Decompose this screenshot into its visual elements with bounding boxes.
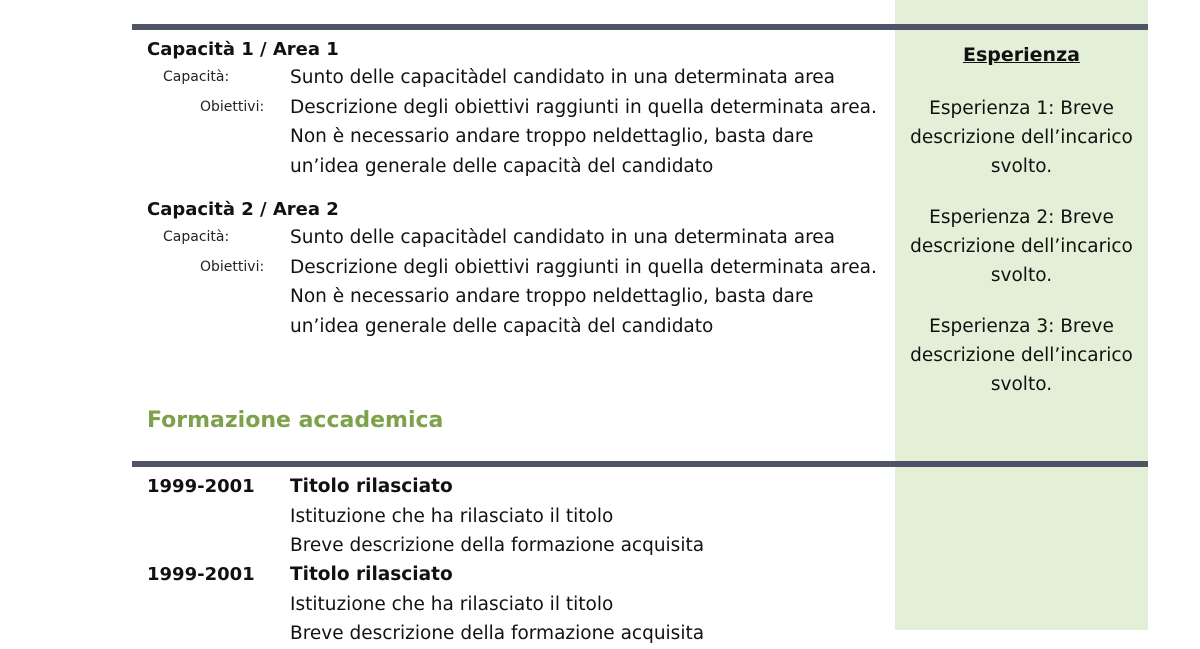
sidebar-heading: Esperienza: [963, 44, 1080, 66]
education-entry-1: [147, 472, 887, 561]
education-entry-2: [147, 560, 887, 649]
skill-obiettivi-row: [147, 253, 887, 342]
skill-capacita-row: [147, 63, 887, 93]
education-description: Breve descrizione della formazione acquisita: [290, 535, 705, 556]
divider-top: [132, 24, 1148, 30]
education-title: Titolo rilasciato: [290, 476, 453, 497]
obiettivi-text: Descrizione degli obiettivi raggiunti in quella determinata area. Non è necessario andare troppo neldettaglio, basta dare un’idea generale delle capacità del candidato: [290, 96, 877, 177]
skill-block-1: [147, 37, 887, 181]
education-title: Titolo rilasciato: [290, 564, 453, 585]
capacita-label: Capacità:: [163, 229, 230, 245]
capacita-label: Capacità:: [163, 69, 230, 85]
skill-title: Capacità 2 / Area 2: [147, 199, 339, 220]
capacita-text: Sunto delle capacitàdel candidato in una determinata area: [290, 67, 836, 88]
education-years: 1999-2001: [147, 476, 255, 497]
obiettivi-label: Obiettivi:: [200, 258, 265, 275]
sidebar-experience-item: Esperienza 2: Breve descrizione dell’incarico svolto.: [910, 207, 1133, 286]
capacita-text: Sunto delle capacitàdel candidato in una determinata area: [290, 227, 836, 248]
education-institution: Istituzione che ha rilasciato il titolo: [290, 593, 614, 615]
education-institution: Istituzione che ha rilasciato il titolo: [290, 505, 614, 527]
skill-capacita-row: [147, 223, 887, 253]
obiettivi-label: Obiettivi:: [200, 98, 265, 115]
obiettivi-text: Descrizione degli obiettivi raggiunti in quella determinata area. Non è necessario andare troppo neldettaglio, basta dare un’idea generale delle capacità del candidato: [290, 256, 877, 337]
divider-formazione: [132, 461, 1148, 467]
skill-obiettivi-row: [147, 93, 887, 182]
sidebar-experience-item: Esperienza 1: Breve descrizione dell’incarico svolto.: [910, 98, 1133, 177]
sidebar-experience-item: Esperienza 3: Breve descrizione dell’incarico svolto.: [910, 316, 1133, 395]
section-title-cut: [147, 0, 155, 11]
skill-block-2: [147, 197, 887, 341]
education-description: Breve descrizione della formazione acquisita: [290, 623, 705, 644]
formazione-title: Formazione accademica: [147, 408, 444, 433]
skill-title: Capacità 1 / Area 1: [147, 39, 339, 60]
education-years: 1999-2001: [147, 564, 255, 585]
